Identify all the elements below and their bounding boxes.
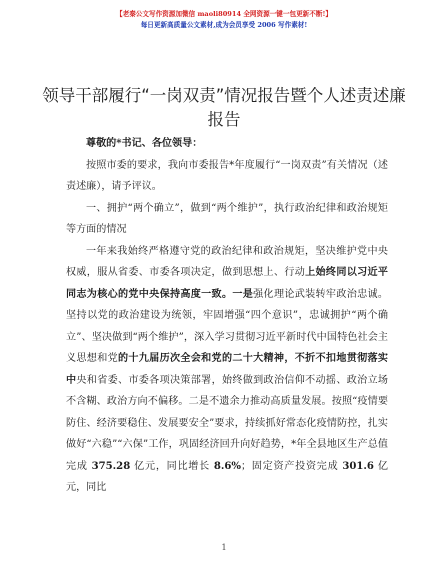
body-text: ；固定资产投资完成	[241, 460, 339, 472]
bold-number: 301.6	[342, 460, 374, 472]
body-text: 一年来我始终严格遵守党的政治纪律和政治规矩，坚决维护党中央权威，服从省委、市委各项决定，做到思想上、行动	[66, 245, 388, 278]
bold-number: 8.6%	[213, 460, 242, 472]
section-1-paragraph	[66, 241, 388, 499]
document-title: 领导干部履行“一岗双责”情况报告暨个人述责述廉报告	[42, 86, 406, 129]
intro-paragraph: 按照市委的要求，我向市委报告*年度履行“一岗双责”有关情况（述责述廉），请予评议。	[66, 159, 388, 192]
section-1-heading: 一、拥护“两个确立”，做到“两个维护”，执行政治纪律和政治规矩等方面的情况	[66, 202, 388, 235]
document-body	[66, 133, 388, 499]
promo-banner-line-2: 每日更新高质量公文素材,成为会员享受 2006 写作素材!	[140, 21, 308, 29]
page-number: 1	[221, 543, 227, 552]
promo-banner-line-1: 【老秦公文写作资源加微信 maoli80914 全网资源一键一包更新不断!】	[116, 10, 332, 18]
body-text: 亿元，同比	[66, 460, 388, 493]
salutation: 尊敬的*书记、各位领导：	[86, 138, 203, 149]
bold-text: 上始终同以习近平同志为核心的党中央保持高度一致。一是	[66, 267, 389, 300]
body-text: 亿元，同比增长	[134, 460, 210, 472]
body-text: 央和省委、市委各项决策部署，始终做到政治信仰不动摇、政治立场不含糊、政治方向不偏移。二是不遗余力推动高质量发展。按照“疫情要防住、经济要稳住、发展要安全”要求，持续抓好常态化疫情防控，扎实做好“六稳”“六保”工作，巩固经济回升向好趋势，*年全县地区生产总值完成	[66, 374, 389, 472]
bold-text: 的十九届历次全会和党的二十大精神，不折不扣地贯彻落实中	[66, 353, 388, 386]
body-text: 强化理论武装转牢政治忠诚。坚持以党的政治建设为统领，牢固增强“四个意识”，忠诚拥护“两个确立”、坚决做到“两个维护”，深入学习贯彻习近平新时代中国特色社会主义思想和党	[66, 288, 389, 364]
bold-number: 375.28	[91, 460, 131, 472]
